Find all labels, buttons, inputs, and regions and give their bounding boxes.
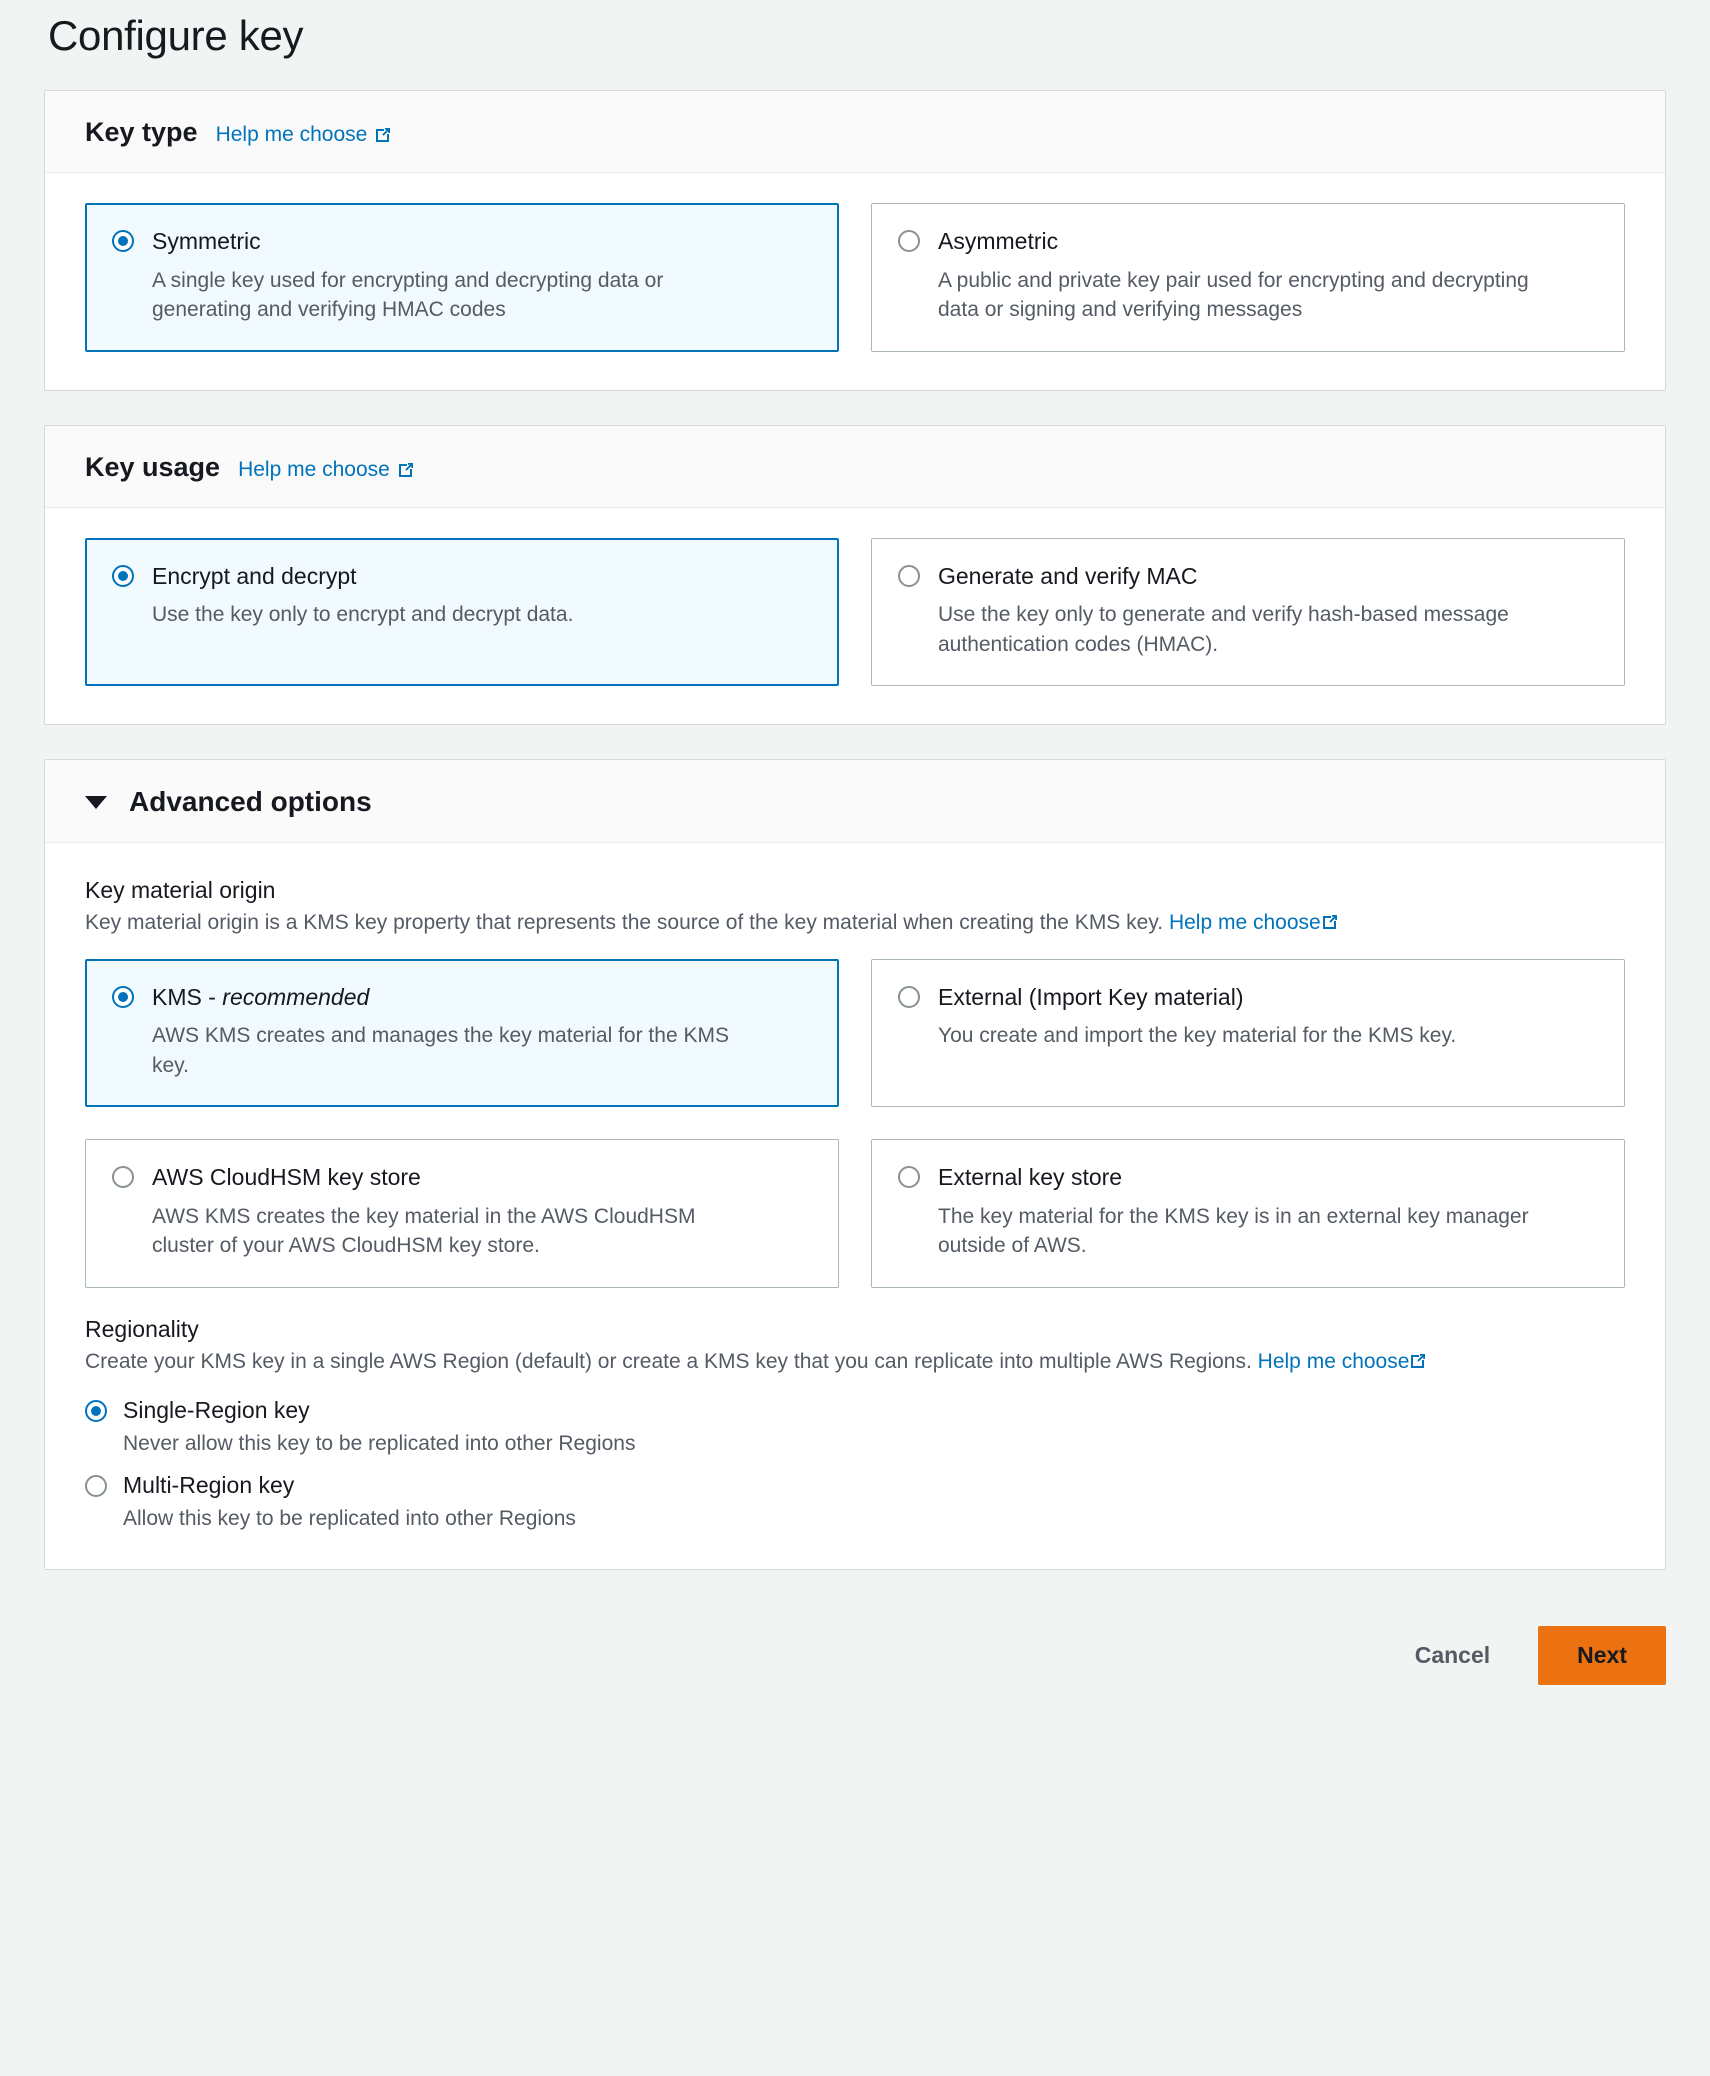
key-type-heading: Key type [85, 117, 198, 147]
tile-top [898, 1162, 1598, 1192]
option-label: Symmetric [152, 228, 261, 254]
external-link-icon [374, 126, 392, 144]
key-material-option-cloudhsm-key-store[interactable] [85, 1139, 839, 1288]
key-usage-heading: Key usage [85, 451, 221, 482]
next-button[interactable]: Next [1538, 1626, 1666, 1685]
advanced-options-body [45, 843, 1665, 1569]
radio-aws-cloudhsm-key-store[interactable] [112, 1166, 134, 1188]
regionality-description-text: Create your KMS key in a single AWS Region (default) or create a KMS key that you can replicate into multiple AWS Regions. [85, 1349, 1252, 1373]
key-usage-option-encrypt-decrypt[interactable] [85, 538, 839, 687]
option-label: Asymmetric [938, 228, 1059, 254]
regionality-label: Regionality [85, 1315, 199, 1342]
radio-kms-recommended[interactable] [112, 986, 134, 1008]
option-label: External (Import Key material) [938, 983, 1244, 1010]
tile-top [112, 1162, 812, 1192]
key-usage-options [85, 538, 1625, 687]
tile-top [898, 982, 1598, 1012]
external-link-icon [1409, 1352, 1427, 1370]
option-description: AWS KMS creates the key material in the AWS CloudHSM cluster of your AWS CloudHSM key store. [152, 1204, 696, 1258]
option-label-main: KMS - [152, 983, 223, 1010]
option-label: Multi-Region key [123, 1472, 295, 1498]
option-description: AWS KMS creates and manages the key material for the KMS key. [152, 1024, 729, 1077]
key-type-options [85, 203, 1625, 352]
page-title: Configure key [48, 12, 304, 59]
option-description: Use the key only to generate and verify hash-based message authentication codes (HMAC). [938, 603, 1509, 656]
tile-top [898, 226, 1598, 256]
key-material-option-external-import[interactable] [871, 959, 1625, 1108]
key-usage-card [44, 425, 1666, 726]
key-material-origin-options [85, 959, 1625, 1288]
cancel-button[interactable]: Cancel [1393, 1628, 1512, 1683]
key-material-option-external-key-store[interactable] [871, 1139, 1625, 1288]
radio-encrypt-and-decrypt[interactable] [112, 565, 134, 587]
key-type-card [44, 90, 1666, 391]
external-link-icon [397, 461, 415, 479]
radio-generate-and-verify-mac[interactable] [898, 565, 920, 587]
advanced-options-heading: Advanced options [129, 786, 372, 818]
key-usage-header [45, 426, 1665, 508]
tile-top [112, 561, 812, 591]
option-description: A public and private key pair used for encrypting and decrypting data or signing and verifying messages [938, 268, 1529, 322]
key-type-help-link[interactable] [216, 123, 393, 147]
help-link-text: Help me choose [1257, 1349, 1410, 1373]
help-link-text: Help me choose [238, 457, 390, 481]
regionality-option-single-region[interactable] [85, 1397, 1625, 1424]
external-link-icon [1321, 913, 1339, 931]
option-label: AWS CloudHSM key store [152, 1164, 421, 1191]
radio-single-region-key[interactable] [85, 1400, 107, 1422]
help-link-text: Help me choose [1168, 911, 1321, 935]
option-description: You create and import the key material for the KMS key. [938, 1024, 1457, 1048]
key-usage-option-generate-verify-mac[interactable] [871, 538, 1625, 687]
multi-region-description: Allow this key to be replicated into other Regions [123, 1507, 576, 1530]
radio-asymmetric[interactable] [898, 230, 920, 252]
key-type-body [45, 173, 1665, 390]
key-material-option-kms[interactable] [85, 959, 839, 1108]
tile-top [112, 982, 812, 1012]
key-material-origin-description-text: Key material origin is a KMS key property that represents the source of the key material when creating the KMS key. [85, 911, 1164, 935]
key-usage-body [45, 508, 1665, 725]
radio-external-key-store[interactable] [898, 1166, 920, 1188]
option-description: The key material for the KMS key is in an external key manager outside of AWS. [938, 1204, 1529, 1258]
option-label-emphasis: recommended [222, 983, 370, 1010]
option-description: A single key used for encrypting and decrypting data or generating and verifying HMAC codes [152, 268, 664, 322]
key-type-option-symmetric[interactable] [85, 203, 839, 352]
tile-top [898, 561, 1598, 591]
key-type-header [45, 91, 1665, 173]
single-region-description: Never allow this key to be replicated into other Regions [123, 1432, 636, 1455]
option-label: Generate and verify MAC [938, 562, 1198, 589]
radio-multi-region-key[interactable] [85, 1475, 107, 1497]
option-description: Use the key only to encrypt and decrypt data. [152, 603, 574, 627]
option-label: External key store [938, 1164, 1123, 1191]
key-material-origin-description [85, 908, 1605, 938]
regionality-description [85, 1347, 1605, 1377]
radio-external-import-key-material[interactable] [898, 986, 920, 1008]
regionality-option-multi-region[interactable] [85, 1472, 1625, 1499]
radio-symmetric[interactable] [112, 230, 134, 252]
key-material-help-link[interactable] [1169, 911, 1339, 934]
form-footer [44, 1604, 1666, 1725]
key-material-origin-label: Key material origin [85, 877, 276, 904]
advanced-options-toggle[interactable] [45, 760, 1665, 843]
key-type-option-asymmetric[interactable] [871, 203, 1625, 352]
tile-top [112, 226, 812, 256]
option-label [152, 982, 369, 1012]
help-link-text: Help me choose [215, 123, 368, 146]
option-label: Encrypt and decrypt [152, 562, 357, 589]
configure-key-page [0, 12, 1710, 1725]
key-usage-help-link[interactable] [238, 458, 415, 482]
advanced-options-card [44, 759, 1666, 1570]
option-label: Single-Region key [123, 1397, 310, 1423]
chevron-down-icon [85, 796, 107, 809]
regionality-help-link[interactable] [1258, 1350, 1428, 1373]
